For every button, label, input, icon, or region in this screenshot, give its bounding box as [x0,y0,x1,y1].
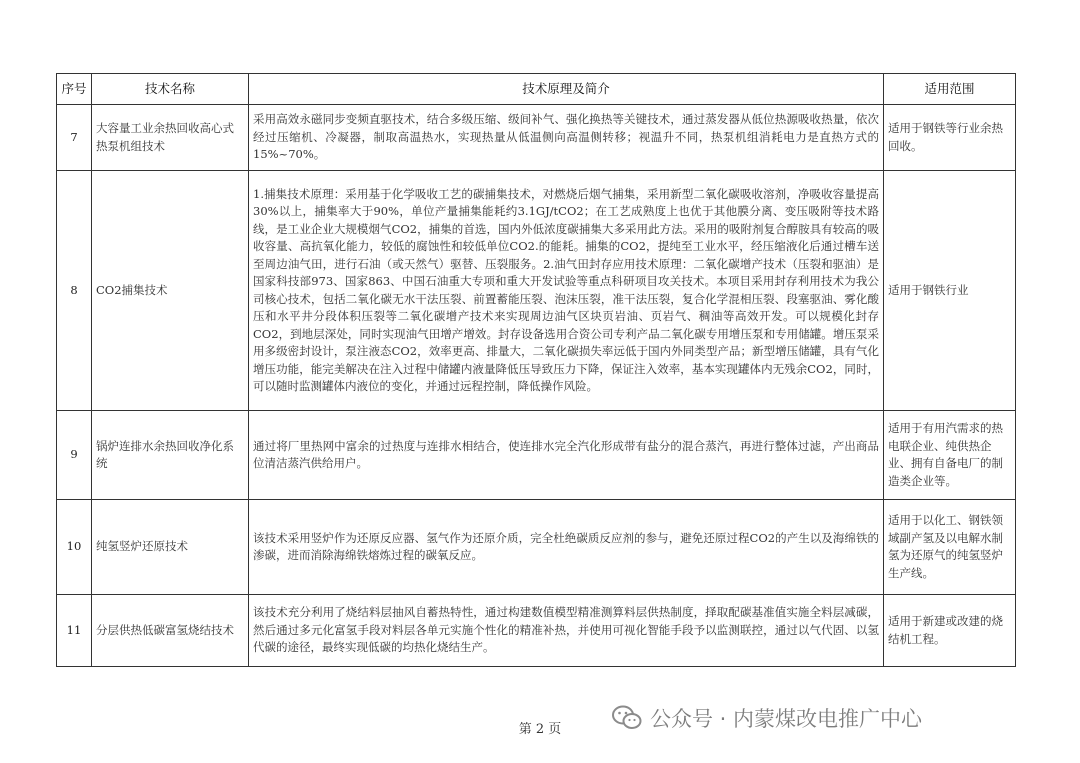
tech-name: CO2捕集技术 [92,171,249,411]
watermark-text: 公众号 · 内蒙煤改电推广中心 [650,707,923,731]
tech-scope: 适用于以化工、钢铁领域副产氢及以电解水制氢为还原气的纯氢竖炉生产线。 [884,500,1016,595]
technology-table [56,73,1016,667]
tech-name: 大容量工业余热回收高心式热泵机组技术 [92,105,249,171]
wechat-icon [612,705,642,731]
table-row [57,595,1016,667]
watermark [612,703,922,733]
row-number: 11 [57,595,92,667]
page-number: 第 2 页 [518,722,562,737]
row-number: 9 [57,411,92,500]
header-name: 技术名称 [92,74,249,105]
tech-scope: 适用于钢铁等行业余热回收。 [884,105,1016,171]
tech-description: 该技术采用竖炉作为还原反应器、氢气作为还原介质，完全杜绝碳质反应剂的参与，避免还原过程CO2的产生以及海绵铁的渗碳，进而消除海绵铁熔炼过程的碳氧反应。 [249,500,884,595]
tech-name: 纯氢竖炉还原技术 [92,500,249,595]
header-no: 序号 [57,74,92,105]
tech-description: 采用高效永磁同步变频直驱技术，结合多级压缩、级间补气、强化换热等关键技术，通过蒸发器从低位热源吸收热量，依次经过压缩机、冷凝器，制取高温热水，实现热量从低温侧向高温侧转移；视温升不同，热泵机组消耗电力是直热方式的15%~70%。 [249,105,884,171]
tech-name: 锅炉连排水余热回收净化系统 [92,411,249,500]
table-row [57,171,1016,411]
table-row [57,105,1016,171]
tech-scope: 适用于钢铁行业 [884,171,1016,411]
tech-description: 1.捕集技术原理：采用基于化学吸收工艺的碳捕集技术，对燃烧后烟气捕集，采用新型二氧化碳吸收溶剂，净吸收容量提高30%以上，捕集率大于90%，单位产量捕集能耗约3.1GJ/tCO2；在工艺成熟度上也优于其他膜分离、变压吸附等技术路线，是工业企业大规模烟气CO2，捕集的首选，国内外低浓度碳捕集大多采用此方法。采用的吸附剂复合醇胺具有较高的吸收容量、高抗氧化能力，较低的腐蚀性和较低单位CO2.的能耗。捕集的CO2，提纯至工业水平，经压缩液化后通过槽车送至周边油气田，进行石油（或天然气）驱替、压裂服务。2.油气田封存应用技术原理：二氧化碳增产技术（压裂和驱油）是国家科技部973、国家863、中国石油重大专项和重大开发试验等重点科研项目攻关技术。本项目采用封存利用技术为我公司核心技术，包括二氧化碳无水干法压裂、前置蓄能压裂、泡沫压裂，准干法压裂，复合化学混相压裂、段塞驱油、雾化酸压和水平井分段体积压裂等二氧化碳增产技术来实现周边油气区块页岩油、页岩气、稠油等高效开发。可以规模化封存CO2，到地层深处，同时实现油气田增产增效。封存设备选用合资公司专利产品二氧化碳专用增压泵和专用储罐。增压泵采用多级密封设计，泵注液态CO2，效率更高、排量大，二氧化碳损失率远低于国内外同类型产品；新型增压储罐，具有气化增压功能，能完美解决在注入过程中储罐内液量降低压导致压力下降，保证注入效率，基本实现罐体内无残余CO2，同时，可以随时监测罐体内液位的变化，并通过远程控制，降低操作风险。 [249,171,884,411]
header-scope: 适用范围 [884,74,1016,105]
tech-description: 该技术充分利用了烧结料层抽风自蓄热特性，通过构建数值模型精准测算料层供热制度，择取配碳基准值实施全料层减碳，然后通过多元化富氢手段对料层各单元实施个性化的精准补热，并使用可视化智能手段予以监测联控，通过以气代固、以氢代碳的途径，最终实现低碳的均热化烧结生产。 [249,595,884,667]
table-row [57,500,1016,595]
table-row [57,411,1016,500]
row-number: 10 [57,500,92,595]
tech-description: 通过将厂里热网中富余的过热度与连排水相结合，使连排水完全汽化形成带有盐分的混合蒸汽，再进行整体过滤，产出商品位清洁蒸汽供给用户。 [249,411,884,500]
tech-scope: 适用于有用汽需求的热电联企业、纯供热企业、拥有自备电厂的制造类企业等。 [884,411,1016,500]
tech-name: 分层供热低碳富氢烧结技术 [92,595,249,667]
table-header-row [57,74,1016,105]
header-desc: 技术原理及简介 [249,74,884,105]
row-number: 7 [57,105,92,171]
tech-scope: 适用于新建或改建的烧结机工程。 [884,595,1016,667]
row-number: 8 [57,171,92,411]
